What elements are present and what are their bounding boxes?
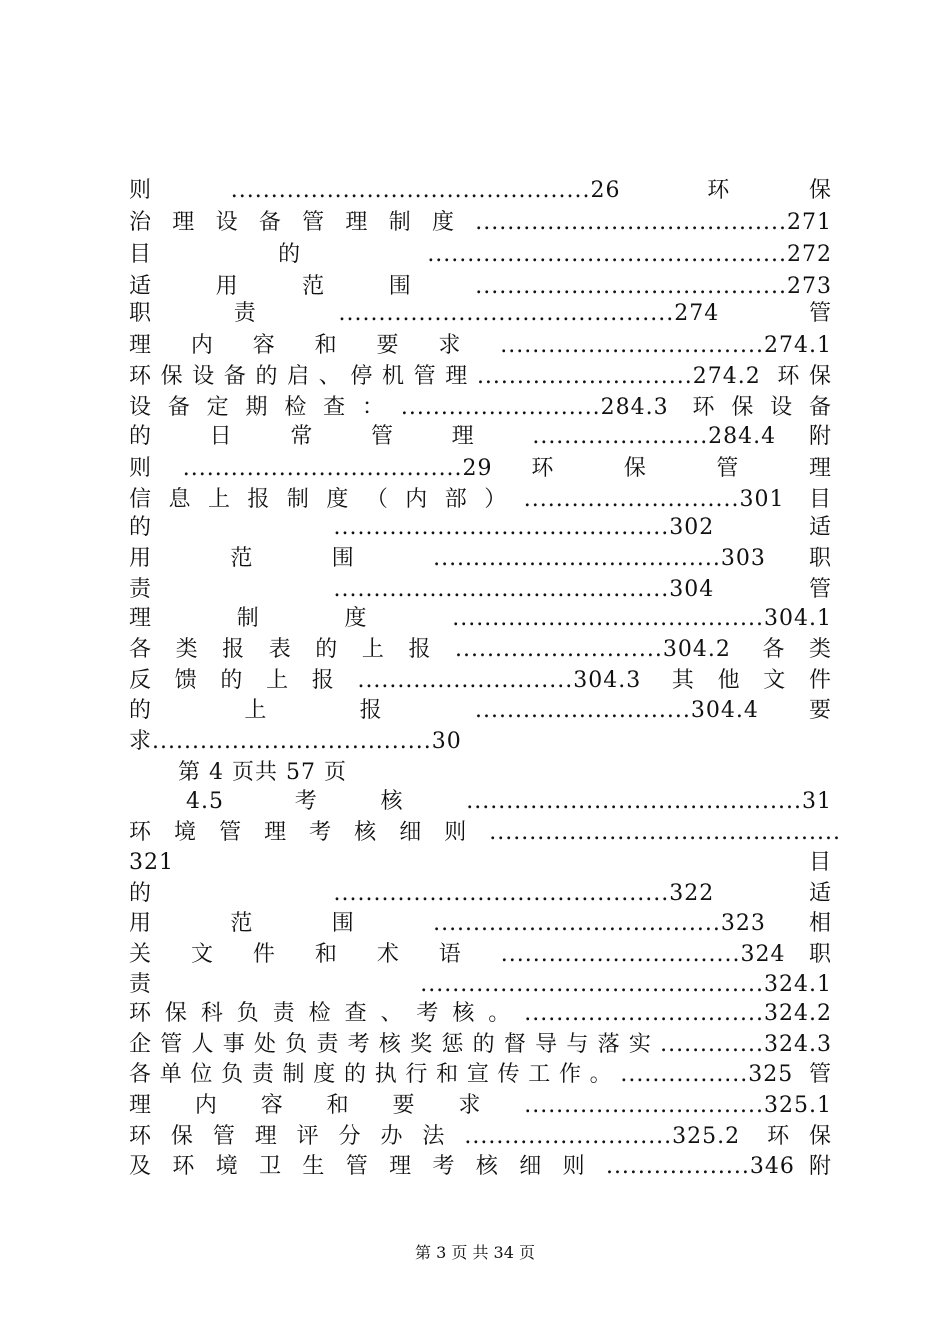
toc-line: 企管人事处负责考核奖惩的督导与落实.............324.3 bbox=[129, 1032, 832, 1057]
toc-line: 信息上报制度（内部）...........................301 目 bbox=[129, 487, 832, 512]
toc-line: 的 ..........................................302 适 bbox=[129, 515, 832, 540]
toc-line: 关 文 件 和 术 语 ..............................324 职 bbox=[129, 942, 832, 967]
toc-line: 环境管理考核细则............................................ bbox=[129, 820, 841, 845]
toc-line: 4.5 考核..........................................31 bbox=[186, 789, 832, 814]
page-footer: 第 3 页 共 34 页 bbox=[415, 1243, 535, 1262]
toc-line: 责 ...........................................324.1 bbox=[129, 972, 832, 997]
toc-line: 环保管理评分办法..........................325.2 环保 bbox=[129, 1124, 832, 1149]
toc-line: 的 日 常 管 理 ......................284.4 附 bbox=[129, 424, 832, 449]
toc-line: 及 环 境 卫 生 管 理 考 核 细 则 ..................346 附 bbox=[129, 1154, 832, 1179]
toc-line: 设备定期检查：.........................284.3 环保设备 bbox=[129, 395, 832, 420]
toc-line: 职责..........................................274 管 bbox=[129, 301, 832, 326]
toc-line: 治理设备管理制度.......................................271 bbox=[129, 210, 832, 235]
toc-line: 环保设备的启、停机管理...........................274.2 环保 bbox=[129, 364, 832, 389]
toc-line: 则...................................29 环 保 管 理 bbox=[129, 456, 832, 481]
toc-line: 各类报表的上报..........................304.2 各类 bbox=[129, 637, 832, 662]
toc-line: 目 的 .............................................272 bbox=[129, 242, 832, 267]
toc-line: 用 范 围 ....................................323 相 bbox=[129, 911, 832, 936]
toc-line: 的 上 报 ...........................304.4 要 bbox=[129, 698, 832, 723]
toc-line: 责 ..........................................304 管 bbox=[129, 577, 832, 602]
toc-line: 各单位负责制度的执行和宣传工作。................325 管 bbox=[129, 1062, 832, 1087]
toc-line: 用 范 围 ....................................303 职 bbox=[129, 546, 832, 571]
toc-line: 理 内 容 和 要 求 ..............................325.1 bbox=[129, 1093, 832, 1118]
toc-line: 求...................................30 bbox=[129, 729, 462, 754]
toc-line: 适 用 范 围 .......................................273 bbox=[129, 274, 832, 299]
toc-line: 321 目 bbox=[129, 850, 832, 875]
toc-line: 环保科负责检查、考核。..............................324.2 bbox=[129, 1001, 832, 1026]
toc-line: 的 ..........................................322 适 bbox=[129, 881, 832, 906]
toc-line: 反馈的上报...........................304.3 其他文件 bbox=[129, 668, 832, 693]
toc-line: 理 制 度 .......................................304.1 bbox=[129, 606, 832, 631]
page-count-text: 第 4 页共 57 页 bbox=[178, 760, 347, 785]
toc-line: 则.............................................26 环保 bbox=[129, 178, 832, 203]
toc-line: 理 内 容 和 要 求 .................................274.1 bbox=[129, 333, 832, 358]
